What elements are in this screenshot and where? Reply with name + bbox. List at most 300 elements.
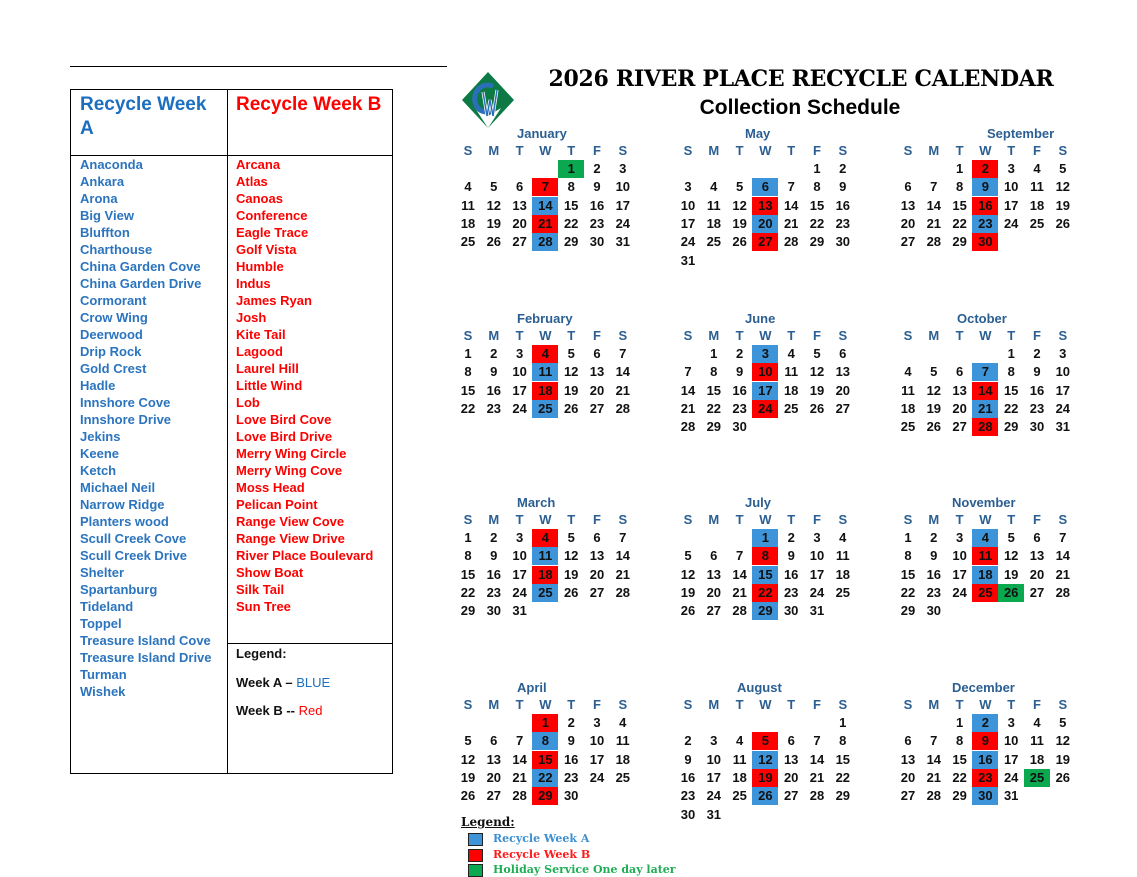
street-item: Jekins — [80, 429, 121, 444]
street-item: Spartanburg — [80, 582, 158, 597]
weekday-header: M — [708, 143, 720, 158]
day-cell: 8 — [710, 364, 718, 380]
day-cell-week-a: 9 — [972, 178, 998, 196]
day-cell: 20 — [512, 215, 527, 231]
day-cell: 10 — [706, 751, 722, 767]
day-cell-week-b: 27 — [752, 233, 778, 251]
day-cell: 20 — [900, 215, 916, 231]
day-cell: 1 — [464, 346, 472, 361]
day-cell-week-a: 6 — [752, 178, 778, 196]
day-cell: 27 — [783, 788, 799, 804]
day-cell: 23 — [563, 769, 579, 785]
weekday-header: T — [955, 143, 964, 158]
weekday-header: W — [979, 328, 992, 343]
day-cell: 20 — [589, 382, 605, 398]
weekday-header: F — [593, 143, 601, 158]
street-item: Keene — [80, 446, 120, 461]
weekday-header: F — [1033, 697, 1041, 712]
day-cell: 2 — [1033, 346, 1041, 361]
weekday-header: S — [618, 697, 628, 712]
street-item: Pelican Point — [236, 497, 318, 512]
street-item: Show Boat — [236, 565, 304, 580]
day-cell: 10 — [512, 364, 527, 380]
month-name: August — [737, 680, 782, 695]
day-cell: 29 — [563, 234, 579, 250]
week-a-header: Recycle Week A — [80, 94, 207, 139]
weekday-header: T — [1007, 328, 1016, 343]
day-cell: 3 — [955, 530, 964, 545]
weekday-header: S — [683, 697, 693, 712]
day-cell-week-b: 28 — [972, 418, 998, 436]
day-cell: 27 — [1029, 584, 1045, 600]
weekday-header: F — [813, 143, 821, 158]
day-cell: 18 — [835, 566, 851, 582]
weekday-header: S — [1058, 143, 1068, 158]
day-cell: 17 — [952, 566, 967, 582]
day-cell: 4 — [735, 733, 744, 749]
day-cell: 29 — [460, 603, 476, 619]
day-cell: 22 — [460, 400, 476, 416]
day-cell: 17 — [589, 751, 605, 767]
weekday-header: S — [838, 328, 848, 343]
street-item: Love Bird Cove — [236, 412, 332, 427]
street-item: Lob — [236, 395, 260, 410]
day-cell-week-a: 28 — [532, 233, 558, 251]
day-cell: 10 — [952, 548, 967, 564]
month-name: February — [517, 311, 573, 326]
weekday-header: T — [787, 328, 796, 343]
street-item: Canoas — [236, 191, 283, 206]
day-cell-week-a: 25 — [532, 400, 558, 418]
street-item: Conference — [236, 208, 308, 223]
day-cell: 21 — [615, 566, 631, 582]
weekday-header: T — [515, 512, 524, 527]
weekday-header: F — [593, 512, 601, 527]
month-name: January — [517, 126, 567, 141]
day-cell: 6 — [593, 530, 601, 545]
day-cell: 10 — [615, 179, 631, 195]
day-cell: 15 — [952, 751, 967, 767]
weekday-header: W — [539, 697, 552, 712]
street-item: Josh — [236, 310, 267, 325]
weekday-header: F — [813, 697, 821, 712]
day-cell: 1 — [710, 346, 718, 361]
day-cell: 30 — [835, 234, 851, 250]
weekday-header-row — [455, 697, 637, 714]
day-cell: 13 — [952, 382, 967, 398]
day-cell: 16 — [783, 566, 799, 582]
day-cell: 18 — [615, 751, 631, 767]
day-cell: 11 — [1030, 179, 1044, 195]
day-cell-week-b: 15 — [532, 751, 558, 769]
day-cell: 4 — [1033, 715, 1041, 730]
day-cell-week-a: 14 — [532, 197, 558, 215]
street-item: China Garden Cove — [80, 259, 201, 274]
day-cell: 31 — [1003, 788, 1019, 804]
day-cell: 22 — [809, 215, 825, 231]
weekday-header: S — [838, 143, 848, 158]
day-cell-week-a: 11 — [532, 547, 558, 565]
day-cell: 23 — [732, 400, 747, 416]
weekday-header: F — [593, 697, 601, 712]
day-cell: 11 — [706, 197, 721, 213]
weekday-header: W — [539, 328, 552, 343]
week-b-header: Recycle Week B — [236, 94, 382, 115]
weekday-header-row — [895, 328, 1077, 345]
day-cell: 4 — [787, 346, 795, 361]
day-cell: 26 — [486, 234, 502, 250]
legend-label: Holiday Service One day later — [493, 863, 676, 876]
day-cell: 13 — [589, 364, 605, 380]
street-legend-week-b — [236, 703, 322, 718]
weekday-header-row — [675, 512, 857, 529]
street-item: Ankara — [80, 174, 125, 189]
week-b-label: Week B -- — [236, 703, 299, 718]
day-cell: 14 — [809, 751, 825, 767]
weekday-header-row — [455, 143, 637, 160]
weekday-header: S — [683, 328, 693, 343]
calendar-legend — [461, 815, 676, 876]
day-cell: 28 — [615, 400, 631, 416]
day-cell: 6 — [490, 733, 498, 749]
weekday-header: W — [979, 143, 992, 158]
day-cell: 14 — [680, 382, 696, 398]
day-cell: 11 — [784, 364, 799, 380]
day-cell: 28 — [1055, 584, 1071, 600]
day-cell: 24 — [615, 215, 631, 231]
street-item: Ketch — [80, 463, 117, 478]
street-item: Crow Wing — [80, 310, 148, 325]
day-cell-week-b: 22 — [752, 584, 778, 602]
day-cell: 22 — [1003, 400, 1019, 416]
street-item: Humble — [236, 259, 284, 274]
day-cell: 31 — [1055, 419, 1071, 435]
day-cell: 11 — [615, 733, 630, 749]
calendar-legend-title: Legend: — [461, 815, 515, 829]
day-cell: 18 — [783, 382, 799, 398]
weekday-header: T — [567, 697, 576, 712]
day-cell: 9 — [787, 548, 795, 564]
day-cell: 17 — [706, 769, 722, 785]
month-name: June — [745, 311, 776, 326]
day-cell: 24 — [706, 788, 722, 804]
day-cell: 27 — [900, 234, 916, 250]
day-cell: 27 — [589, 584, 605, 600]
day-cell: 25 — [900, 419, 916, 435]
weekday-header: S — [463, 697, 473, 712]
street-item: Love Bird Drive — [236, 429, 333, 444]
day-cell: 18 — [1029, 197, 1045, 213]
day-cell-week-b: 9 — [972, 732, 998, 750]
day-cell: 9 — [567, 733, 575, 749]
weekday-header: F — [813, 328, 821, 343]
street-item: Arcana — [236, 157, 281, 172]
day-cell-week-a: 23 — [972, 215, 998, 233]
day-cell: 19 — [460, 769, 476, 785]
day-cell: 13 — [486, 751, 502, 767]
day-cell: 1 — [1007, 346, 1015, 361]
street-item: Range View Drive — [236, 531, 345, 546]
day-cell: 15 — [460, 566, 476, 582]
weekday-header: W — [759, 512, 772, 527]
day-cell: 5 — [684, 548, 692, 564]
day-cell: 9 — [930, 548, 938, 564]
day-cell: 11 — [901, 382, 915, 398]
day-cell-week-a: 11 — [532, 363, 558, 381]
street-item: Little Wind — [236, 378, 303, 393]
day-cell: 12 — [1055, 733, 1071, 749]
day-cell: 23 — [1029, 400, 1045, 416]
day-cell: 27 — [706, 603, 722, 619]
street-item: Anaconda — [80, 157, 143, 172]
street-item: Moss Head — [236, 480, 305, 495]
day-cell: 22 — [900, 584, 916, 600]
day-cell: 6 — [1033, 530, 1041, 545]
weekday-header-row — [455, 328, 637, 345]
weekday-header: M — [928, 512, 940, 527]
day-cell: 6 — [710, 548, 718, 564]
day-cell: 5 — [930, 364, 938, 380]
day-cell: 19 — [1055, 197, 1071, 213]
weekday-header: T — [1007, 697, 1016, 712]
weekday-header: T — [515, 143, 524, 158]
day-cell: 21 — [615, 382, 631, 398]
weekday-header: S — [1058, 328, 1068, 343]
day-cell: 11 — [1030, 733, 1044, 749]
day-cell: 15 — [1003, 382, 1019, 398]
week-b-street-list — [236, 156, 373, 615]
weekday-header: T — [1007, 143, 1016, 158]
day-cell: 29 — [952, 234, 967, 250]
day-cell: 8 — [464, 364, 472, 380]
day-cell: 16 — [563, 751, 579, 767]
day-cell: 2 — [684, 733, 692, 749]
day-cell: 28 — [512, 788, 527, 804]
day-cell: 21 — [783, 215, 799, 231]
day-cell: 30 — [783, 603, 799, 619]
day-cell: 27 — [952, 419, 967, 435]
street-item: Eagle Trace — [236, 225, 309, 240]
month-name: July — [745, 495, 772, 510]
day-cell-week-b: 29 — [532, 787, 558, 805]
day-cell: 17 — [512, 382, 527, 398]
weekday-header: M — [488, 697, 500, 712]
day-cell: 14 — [1055, 548, 1071, 564]
day-cell: 21 — [926, 769, 942, 785]
day-cell: 6 — [904, 179, 912, 195]
day-cell: 3 — [515, 530, 524, 545]
day-cell-week-a: 15 — [752, 566, 778, 584]
street-item: China Garden Drive — [80, 276, 202, 291]
day-cell: 18 — [1029, 751, 1045, 767]
day-cell: 21 — [732, 584, 747, 600]
day-cell: 26 — [563, 584, 579, 600]
weekday-header: T — [735, 512, 744, 527]
day-cell: 3 — [619, 161, 627, 176]
day-cell: 26 — [809, 400, 825, 416]
day-cell: 1 — [813, 161, 821, 176]
street-item: Atlas — [236, 174, 268, 189]
day-cell: 15 — [835, 751, 851, 767]
weekday-header: W — [979, 697, 992, 712]
weekday-header: S — [618, 143, 628, 158]
day-cell: 28 — [783, 234, 799, 250]
day-cell: 27 — [835, 400, 851, 416]
day-cell: 31 — [615, 234, 631, 250]
day-cell: 27 — [589, 400, 605, 416]
day-cell: 5 — [735, 179, 744, 195]
day-cell: 22 — [952, 769, 967, 785]
day-cell: 20 — [1029, 566, 1045, 582]
month-name: December — [952, 680, 1015, 695]
day-cell: 9 — [490, 548, 498, 564]
day-cell: 10 — [1055, 364, 1071, 380]
day-cell: 11 — [732, 751, 747, 767]
month-name: October — [957, 311, 1007, 326]
month-name: September — [987, 126, 1055, 141]
day-cell: 21 — [926, 215, 942, 231]
day-cell: 15 — [706, 382, 722, 398]
weekday-header: S — [618, 328, 628, 343]
day-cell: 29 — [1003, 419, 1019, 435]
day-cell: 12 — [732, 197, 747, 213]
weekday-header: T — [567, 512, 576, 527]
day-cell: 3 — [684, 179, 692, 195]
legend-label: Recycle Week A — [493, 832, 590, 845]
day-cell: 18 — [706, 215, 722, 231]
day-cell: 24 — [1055, 400, 1071, 416]
day-cell: 13 — [1029, 548, 1045, 564]
day-cell: 24 — [809, 584, 825, 600]
day-cell: 26 — [563, 400, 579, 416]
day-cell: 27 — [900, 788, 916, 804]
day-cell: 23 — [589, 215, 605, 231]
day-cell: 10 — [809, 548, 825, 564]
day-cell: 12 — [563, 364, 579, 380]
weekday-header-row — [675, 143, 857, 160]
day-cell: 3 — [1007, 161, 1015, 176]
weekday-header: T — [567, 328, 576, 343]
day-cell: 7 — [787, 179, 795, 195]
legend-divider — [227, 643, 392, 644]
day-cell-week-a: 3 — [752, 345, 778, 363]
day-cell: 25 — [835, 584, 851, 600]
day-cell: 8 — [1007, 364, 1015, 380]
weekday-header: T — [515, 697, 524, 712]
day-cell: 14 — [732, 566, 747, 582]
cw-diamond-logo-icon — [461, 70, 515, 130]
day-cell: 12 — [563, 548, 579, 564]
street-item: Tideland — [80, 599, 134, 614]
street-item: Big View — [80, 208, 134, 223]
day-cell: 24 — [589, 769, 605, 785]
street-item: Gold Crest — [80, 361, 147, 376]
day-cell: 15 — [809, 197, 825, 213]
weekday-header: S — [463, 143, 473, 158]
day-cell: 8 — [839, 733, 847, 749]
day-cell-week-a: 20 — [752, 215, 778, 233]
day-cell: 9 — [490, 364, 498, 380]
day-cell: 10 — [1003, 733, 1019, 749]
day-cell: 28 — [926, 788, 942, 804]
street-item: Hadle — [80, 378, 116, 393]
day-cell: 10 — [1003, 179, 1019, 195]
day-cell: 7 — [813, 733, 821, 749]
day-cell: 25 — [783, 400, 799, 416]
day-cell: 11 — [461, 197, 475, 213]
day-cell: 26 — [680, 603, 696, 619]
day-cell: 22 — [563, 215, 579, 231]
day-cell: 3 — [1007, 715, 1015, 730]
day-cell: 16 — [1029, 382, 1045, 398]
day-cell: 13 — [706, 566, 722, 582]
weekday-header: S — [903, 697, 913, 712]
day-cell-week-a: 29 — [752, 602, 778, 620]
day-cell: 5 — [1059, 715, 1067, 730]
day-cell: 2 — [787, 530, 795, 545]
street-item: Treasure Island Drive — [80, 650, 212, 665]
day-cell: 21 — [680, 400, 696, 416]
weekday-header: T — [515, 328, 524, 343]
day-cell: 24 — [680, 234, 696, 250]
weekday-header: T — [787, 512, 796, 527]
weekday-header-row — [675, 328, 857, 345]
day-cell-week-b: 10 — [752, 363, 778, 381]
day-cell: 29 — [835, 788, 851, 804]
day-cell: 3 — [1059, 346, 1067, 361]
day-cell: 9 — [1033, 364, 1041, 380]
day-cell: 12 — [926, 382, 942, 398]
street-item: Wishek — [80, 684, 126, 699]
street-assignment-table — [70, 89, 393, 774]
street-item: Toppel — [80, 616, 122, 631]
day-cell-holiday: 1 — [558, 160, 584, 178]
day-cell: 13 — [900, 197, 916, 213]
weekday-header: F — [1033, 143, 1041, 158]
day-cell-week-a: 25 — [532, 584, 558, 602]
day-cell: 29 — [900, 603, 916, 619]
weekday-header: S — [463, 328, 473, 343]
street-item: Scull Creek Cove — [80, 531, 187, 546]
day-cell: 30 — [926, 603, 942, 619]
day-cell: 24 — [952, 584, 967, 600]
weekday-header: W — [759, 697, 772, 712]
day-cell: 7 — [684, 364, 692, 380]
week-a-street-list — [80, 156, 212, 700]
day-cell-week-b: 16 — [972, 197, 998, 215]
day-cell: 16 — [835, 197, 851, 213]
day-cell: 17 — [615, 197, 631, 213]
weekday-header: S — [838, 512, 848, 527]
weekday-header: F — [1033, 328, 1041, 343]
day-cell: 23 — [783, 584, 799, 600]
weekday-header: S — [1058, 512, 1068, 527]
top-rule — [70, 66, 447, 67]
day-cell: 20 — [835, 382, 851, 398]
weekday-header-row — [895, 512, 1077, 529]
weekday-header: T — [735, 697, 744, 712]
weekday-header: S — [903, 328, 913, 343]
day-cell: 5 — [1007, 530, 1015, 545]
legend-item-holiday — [468, 863, 676, 877]
day-cell: 24 — [1003, 769, 1019, 785]
day-cell: 7 — [1059, 530, 1067, 545]
day-cell: 31 — [680, 252, 696, 268]
day-cell: 5 — [464, 733, 472, 749]
day-cell: 12 — [486, 197, 502, 213]
day-cell: 11 — [835, 548, 850, 564]
street-item: River Place Boulevard — [236, 548, 374, 563]
